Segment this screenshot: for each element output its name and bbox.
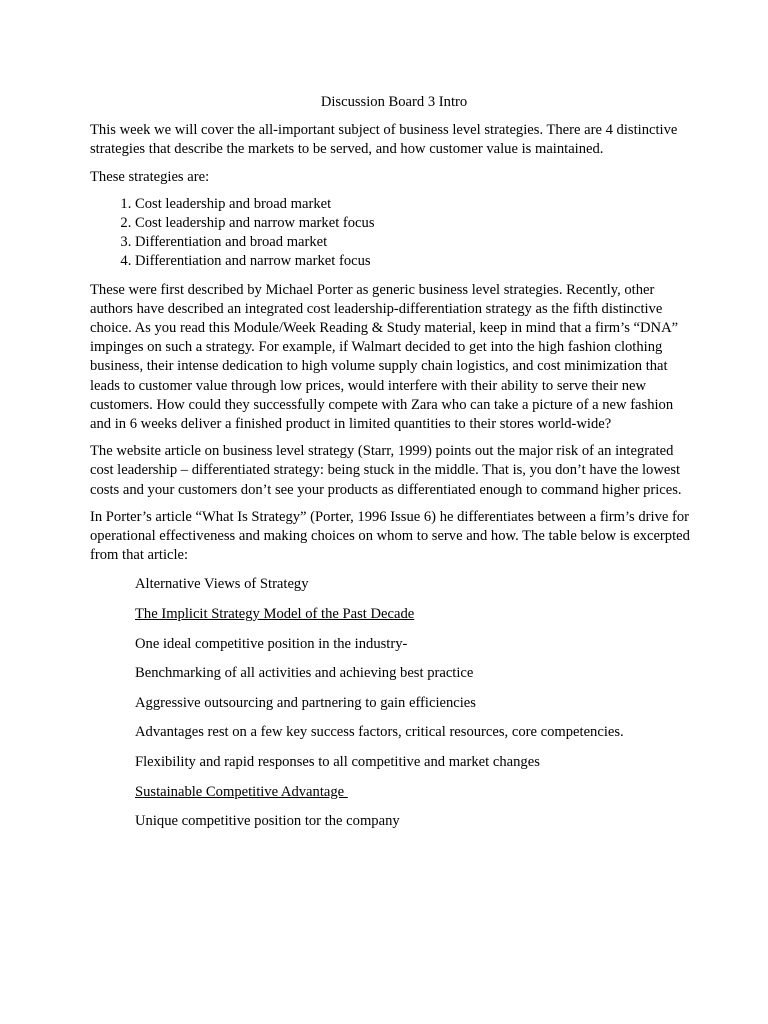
table-heading: Alternative Views of Strategy: [135, 576, 309, 593]
list-item: 2. Cost leadership and narrow market focus: [135, 214, 690, 233]
strategies-intro: These strategies are:: [90, 168, 210, 185]
document-page: [90, 93, 690, 842]
list-item: Aggressive outsourcing and partnering to gain efficiencies: [135, 694, 476, 711]
list-item: 1. Cost leadership and broad market: [135, 195, 690, 214]
list-item: Advantages rest on a few key success factors, critical resources, core competencies.: [135, 724, 624, 741]
intro-paragraph: This week we will cover the all-important subject of business level strategies. There are 4 distinctive strategies that describe the markets to be served, and how customer value is maintained.: [90, 122, 678, 158]
section-heading-implicit-model: The Implicit Strategy Model of the Past Decade: [135, 606, 415, 623]
list-item: Flexibility and rapid responses to all competitive and market changes: [135, 754, 540, 771]
list-item: One ideal competitive position in the industry-: [135, 635, 408, 652]
list-item: 3. Differentiation and broad market: [135, 233, 690, 252]
website-article-paragraph: The website article on business level strategy (Starr, 1999) points out the major risk of an integrated cost leadership – differentiated strategy: being stuck in the middle. That is, you don’t have the lowest costs and your customers don’t see your products as differentiated enough to command higher prices.: [90, 443, 682, 498]
section-heading-sustainable-advantage: Sustainable Competitive Advantage: [135, 783, 348, 800]
document-title: Discussion Board 3 Intro: [320, 94, 468, 110]
porter-paragraph: These were first described by Michael Porter as generic business level strategies. Recently, other authors have described an integrated cost leadership-differentiation strategy as the fifth distinctive choice. As you read this Module/Week Reading & Study material, keep in mind that a firm’s “DNA” impinges on such a strategy. For example, if Walmart decided to get into the high fashion clothing business, their intense dedication to high volume supply chain logistics, and cost minimization that leads to customer value through low prices, would interfere with their ability to serve their new customers. How could they successfully compete with Zara who can take a picture of a new fashion and in 6 weeks deliver a finished product in limited quantities to their stores world-wide?: [90, 281, 679, 433]
list-item: Unique competitive position tor the company: [135, 813, 400, 830]
porter-article-paragraph: In Porter’s article “What Is Strategy” (Porter, 1996 Issue 6) he differentiates between a firm’s drive for operational effectiveness and making choices on whom to serve and how. The table below is excerpted from that article:: [90, 508, 690, 564]
list-item: Benchmarking of all activities and achieving best practice: [135, 665, 474, 682]
list-item: 4. Differentiation and narrow market focus: [135, 252, 690, 271]
strategies-list: [90, 195, 690, 272]
